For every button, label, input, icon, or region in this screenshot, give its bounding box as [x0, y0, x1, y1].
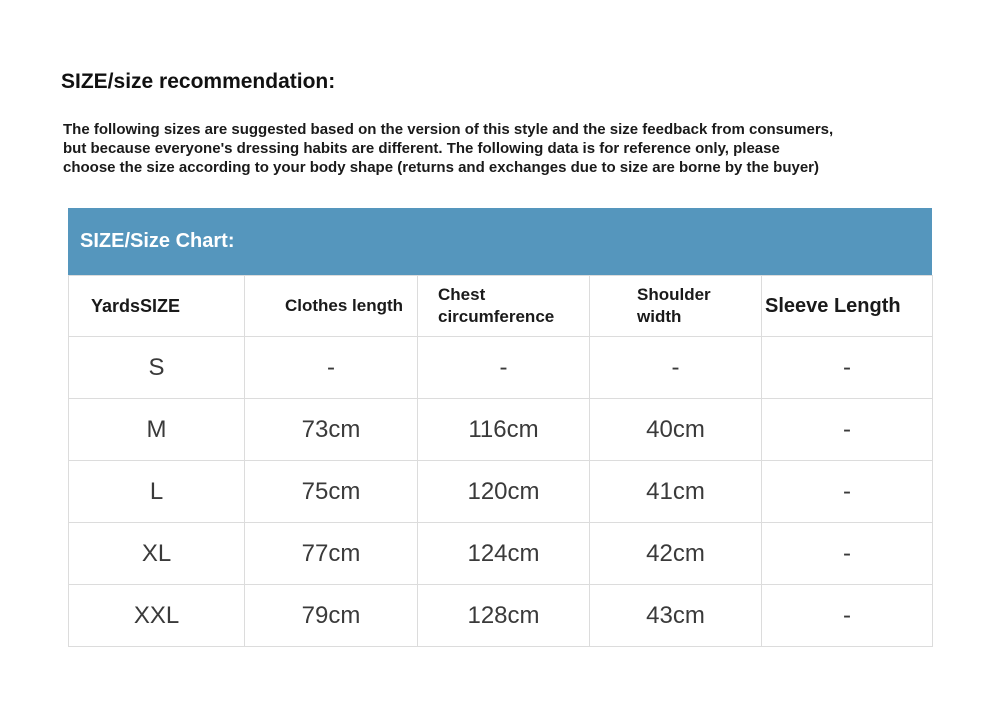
chest-circumference-cell: 124cm	[418, 523, 590, 585]
column-header-sleeve-length: Sleeve Length	[762, 276, 933, 337]
notice-line: but because everyone's dressing habits are different. The following data is for reference only, please	[63, 140, 780, 157]
sleeve-length-cell: -	[762, 337, 933, 399]
table-row	[69, 461, 933, 523]
chest-circumference-cell: 128cm	[418, 585, 590, 647]
size-chart-heading: SIZE/Size Chart:	[68, 208, 932, 275]
notice-line: choose the size according to your body shape (returns and exchanges due to size are borne by the buyer)	[63, 159, 820, 176]
clothes-length-cell: -	[245, 337, 418, 399]
column-header-shoulder-width: Shoulder width	[590, 276, 762, 337]
notice-line: The following sizes are suggested based on the version of this style and the size feedback from consumers,	[63, 121, 834, 138]
sleeve-length-cell: -	[762, 585, 933, 647]
column-header-chest-circumference: Chest circumference	[418, 276, 590, 337]
size-chart	[68, 208, 932, 647]
chest-circumference-cell: 120cm	[418, 461, 590, 523]
size-notice	[63, 120, 943, 177]
table-row	[69, 523, 933, 585]
shoulder-width-cell: 43cm	[590, 585, 762, 647]
clothes-length-cell: 77cm	[245, 523, 418, 585]
shoulder-width-cell: 41cm	[590, 461, 762, 523]
column-header-clothes-length: Clothes length	[245, 276, 418, 337]
clothes-length-cell: 79cm	[245, 585, 418, 647]
shoulder-width-cell: 40cm	[590, 399, 762, 461]
size-cell: XL	[69, 523, 245, 585]
table-row	[69, 585, 933, 647]
size-cell: XXL	[69, 585, 245, 647]
sleeve-length-cell: -	[762, 399, 933, 461]
shoulder-width-cell: -	[590, 337, 762, 399]
size-table	[68, 275, 933, 647]
page-title: SIZE/size recommendation:	[61, 70, 336, 93]
chest-circumference-cell: -	[418, 337, 590, 399]
clothes-length-cell: 75cm	[245, 461, 418, 523]
chest-circumference-cell: 116cm	[418, 399, 590, 461]
size-cell: S	[69, 337, 245, 399]
table-header-row	[69, 276, 933, 337]
size-cell: L	[69, 461, 245, 523]
shoulder-width-cell: 42cm	[590, 523, 762, 585]
sleeve-length-cell: -	[762, 461, 933, 523]
table-row	[69, 337, 933, 399]
column-header-size: YardsSIZE	[69, 276, 245, 337]
sleeve-length-cell: -	[762, 523, 933, 585]
clothes-length-cell: 73cm	[245, 399, 418, 461]
table-row	[69, 399, 933, 461]
size-cell: M	[69, 399, 245, 461]
